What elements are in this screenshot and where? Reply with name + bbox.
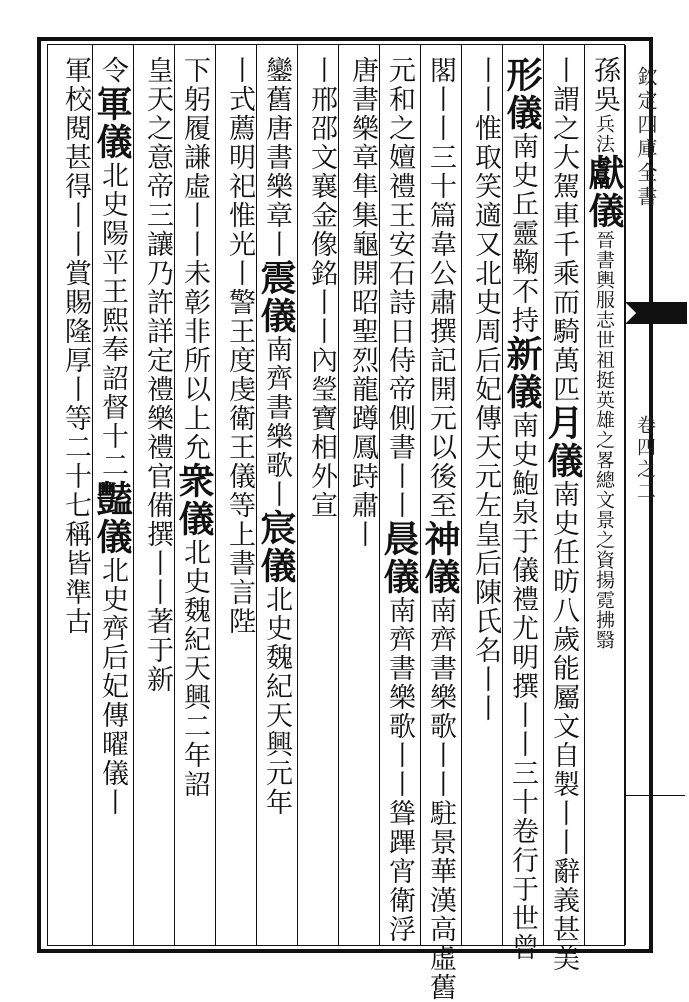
headword: 衆儀: [173, 462, 215, 538]
text-segment: 南史丘靈鞠不持: [507, 132, 538, 335]
text-column: [378, 56, 420, 944]
column-rule: [256, 45, 257, 945]
text-segment: 千乘而騎萬匹: [548, 230, 579, 404]
text-column: [501, 56, 543, 962]
text-segment: 北史齊后妃傳曜儀丨: [97, 556, 128, 817]
text-column: [91, 56, 133, 936]
book-title: 欽定四庫全書: [634, 66, 658, 210]
text-segment: 皇天之意帝三讓乃許詳定禮樂: [142, 56, 173, 433]
column-rule: [420, 45, 421, 945]
column-rule: [297, 45, 298, 945]
headword: 豔儀: [91, 480, 133, 556]
text-segment: 北史魏紀天興元年: [261, 585, 292, 817]
column-rule: [543, 45, 544, 945]
text-segment: 閣丨丨三十篇韋公肅撰記開元以後至: [425, 56, 456, 520]
text-segment: 北史陽平王熙奉詔督十二: [97, 161, 128, 480]
text-segment: 唐書樂章隼集龜開昭聖烈龍蹲鳳跱肅丨: [347, 56, 378, 549]
headword: 宸儀: [255, 509, 297, 585]
text-segment: 令: [97, 56, 128, 85]
text-segment: 衛王儀等上書言陛: [224, 404, 255, 636]
text-column: [419, 56, 461, 1002]
text-segment: 軍校閱甚得丨丨賞賜隆厚: [60, 56, 91, 375]
column-rule: [215, 45, 216, 945]
text-segment: 南史任昉八歲能屬文自製丨丨辭義甚美: [548, 480, 579, 973]
text-segment: 鑾舊唐書樂章丨: [261, 56, 292, 259]
text-segment: 丨警王度虔: [224, 259, 255, 404]
text-segment: 晉書輿服志世祖挺英雄之畧總文景之資揚霓拂翳: [593, 230, 615, 650]
text-segment: 北史魏紀天興二年詔: [179, 538, 210, 799]
text-segment: 丨式薦明祀惟光: [224, 56, 255, 259]
headword: 神儀: [419, 520, 461, 596]
text-column: [138, 56, 171, 936]
margin-rule: [625, 795, 685, 796]
text-segment: 元和之嬗禮王安石詩日侍帝側書丨丨: [384, 56, 415, 520]
headword: 新儀: [501, 335, 543, 411]
column-rule: [133, 45, 134, 945]
volume-label: 卷四之二: [634, 415, 656, 503]
text-segment: 兵法: [593, 114, 615, 154]
column-rule: [338, 45, 339, 945]
text-segment: 南齊書樂歌丨丨聳蹕宵衛浮: [384, 596, 415, 944]
text-column: [255, 56, 297, 936]
text-column: [583, 56, 625, 936]
text-segment: 孫吳: [589, 56, 620, 114]
headword: 月儀: [542, 404, 584, 480]
headword: 震儀: [255, 259, 297, 335]
column-rule: [461, 45, 462, 945]
column-rule: [379, 45, 380, 945]
text-column: [56, 56, 89, 936]
text-column: [173, 56, 215, 936]
text-segment: 丨邢邵文襄金像銘丨丨內瑩寶相外宣: [306, 56, 337, 520]
headword: 軍儀: [91, 85, 133, 161]
text-segment: 禮官備撰丨丨著于新: [142, 433, 173, 694]
headword: 獻儀: [583, 154, 625, 230]
text-segment: 下躬履謙虛丨丨未彰非所以上允: [179, 56, 210, 462]
text-column: [542, 56, 584, 973]
text-column: [302, 56, 335, 936]
headword: 形儀: [501, 56, 543, 132]
text-segment: 丨謂之大駕車: [548, 56, 579, 230]
text-column: [343, 56, 376, 936]
text-column: [466, 56, 499, 936]
text-segment: 南齊書樂歌丨: [261, 335, 292, 509]
column-rule: [502, 45, 503, 945]
text-segment: 丨等二十七稱皆準古: [60, 375, 91, 636]
text-segment: 丨丨惟取笑適: [470, 56, 501, 230]
text-segment: 南齊書樂歌丨丨駐景華漢高虛舊: [425, 596, 456, 1002]
text-segment: 南史鮑泉于儀禮尤明撰丨丨三十卷行于世曾: [507, 411, 538, 962]
text-column: [220, 56, 253, 936]
headword: 晨儀: [378, 520, 420, 596]
text-segment: 又北史周后妃傳天元左皇后陳氏名丨丨: [470, 230, 501, 723]
